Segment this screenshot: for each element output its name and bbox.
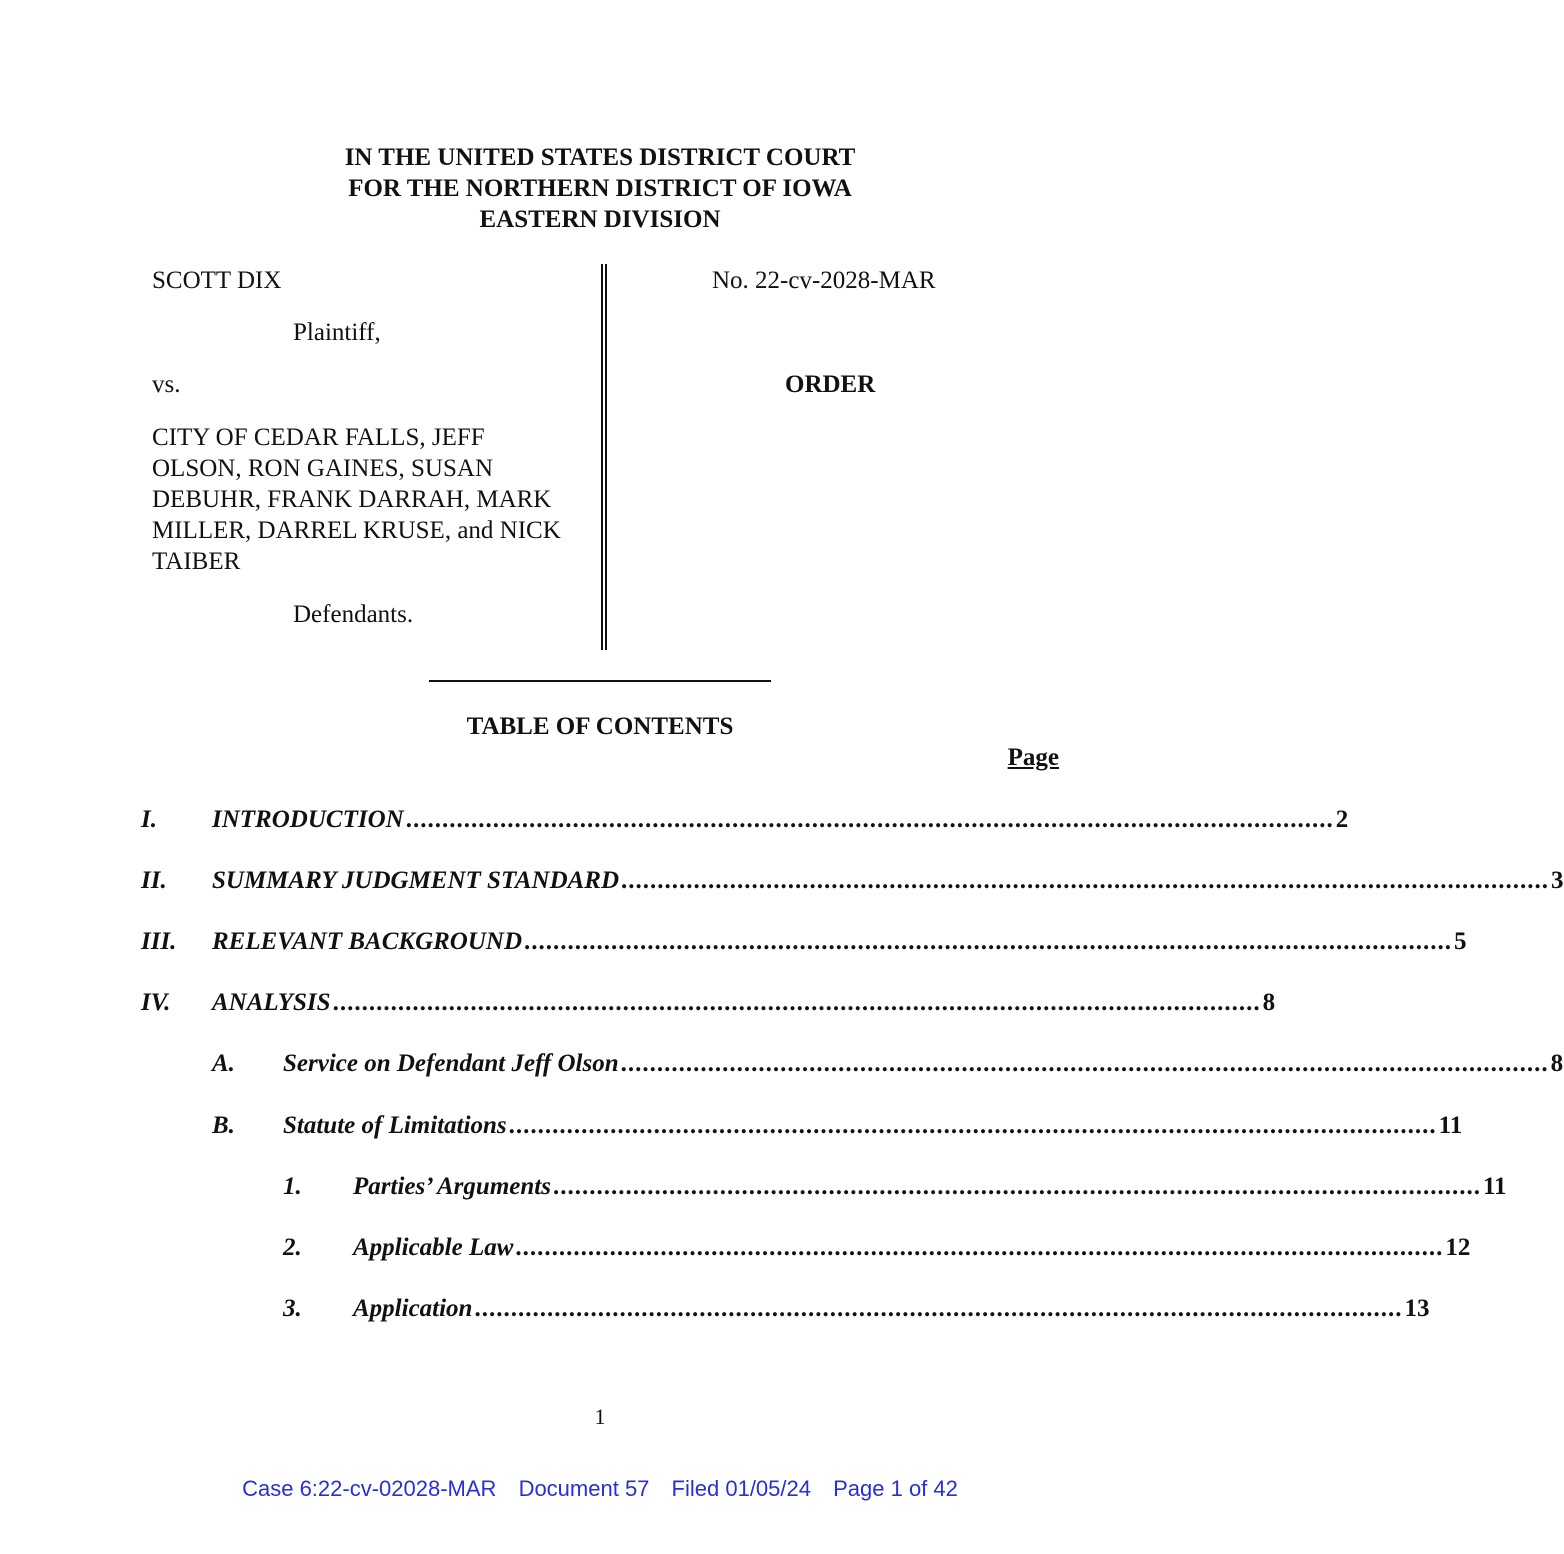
separator-line bbox=[429, 680, 771, 682]
court-line-2: FOR THE NORTHERN DISTRICT OF IOWA bbox=[348, 175, 852, 202]
toc-entry-title: SUMMARY JUDGMENT STANDARD bbox=[212, 867, 620, 894]
plaintiff-name: SCOTT DIX bbox=[152, 267, 282, 294]
toc-entry-title: RELEVANT BACKGROUND bbox=[212, 928, 523, 955]
toc-leader: ................................................................................................................................ bbox=[620, 1050, 1549, 1077]
toc-title: TABLE OF CONTENTS bbox=[466, 713, 734, 740]
toc-entry-line bbox=[283, 1110, 1463, 1141]
toc-entry-page: 11 bbox=[1482, 1173, 1507, 1200]
toc-entry[interactable] bbox=[283, 1232, 1471, 1263]
toc-entry-line bbox=[353, 1232, 1471, 1263]
toc-entry[interactable] bbox=[141, 926, 1467, 957]
toc-entry-number: 1. bbox=[283, 1173, 302, 1200]
toc-entry-title: INTRODUCTION bbox=[212, 806, 404, 833]
toc-entry-number: II. bbox=[141, 867, 167, 894]
toc-entry-number: III. bbox=[141, 928, 177, 955]
toc-entry-page: 13 bbox=[1404, 1295, 1430, 1322]
toc-entry-number: A. bbox=[212, 1050, 235, 1077]
toc-entry[interactable] bbox=[141, 804, 1349, 835]
toc-entry-line bbox=[212, 987, 1276, 1018]
court-heading bbox=[0, 142, 1200, 235]
versus: vs. bbox=[152, 371, 181, 398]
toc-entry-line bbox=[283, 1048, 1564, 1079]
defendants-role: Defendants. bbox=[293, 601, 414, 628]
toc-entry-line bbox=[353, 1293, 1430, 1324]
toc-entry-page: 2 bbox=[1335, 806, 1349, 833]
plaintiff-role: Plaintiff, bbox=[293, 319, 381, 346]
toc-entry-page: 8 bbox=[1550, 1050, 1564, 1077]
caption-divider bbox=[601, 264, 607, 650]
toc-entry-page: 5 bbox=[1454, 928, 1467, 955]
page-number: 1 bbox=[594, 1404, 606, 1429]
footer-filed: Filed 01/05/24 bbox=[671, 1476, 811, 1501]
toc-entry-page: 3 bbox=[1551, 867, 1564, 894]
footer-page: Page 1 of 42 bbox=[833, 1476, 958, 1501]
toc-entry-page: 11 bbox=[1438, 1112, 1463, 1139]
document-type: ORDER bbox=[785, 371, 876, 398]
defendants-line: CITY OF CEDAR FALLS, JEFF bbox=[152, 424, 485, 451]
toc-entry-title: Application bbox=[353, 1295, 473, 1322]
toc-entry[interactable] bbox=[141, 865, 1564, 896]
toc-entry-title: Parties’ Arguments bbox=[353, 1173, 551, 1200]
toc-leader: ................................................................................................................................ bbox=[621, 867, 1550, 894]
defendants-line: OLSON, RON GAINES, SUSAN bbox=[152, 455, 494, 482]
toc-entry-page: 8 bbox=[1262, 989, 1276, 1016]
toc-entry-number: 3. bbox=[283, 1295, 302, 1322]
toc-entry[interactable] bbox=[212, 1048, 1564, 1079]
footer-case: Case 6:22-cv-02028-MAR bbox=[242, 1476, 497, 1501]
toc-entry[interactable] bbox=[283, 1171, 1507, 1202]
court-line-3: EASTERN DIVISION bbox=[479, 206, 721, 233]
toc-entry-line bbox=[353, 1171, 1507, 1202]
toc-leader: ................................................................................................................................ bbox=[405, 806, 1334, 833]
toc-entry[interactable] bbox=[283, 1293, 1430, 1324]
toc-leader: ................................................................................................................................ bbox=[524, 928, 1453, 955]
defendants-line: MILLER, DARREL KRUSE, and NICK bbox=[152, 517, 561, 544]
toc-entry-line bbox=[212, 926, 1467, 957]
toc-leader: ................................................................................................................................ bbox=[474, 1295, 1403, 1322]
toc-entry-title: Service on Defendant Jeff Olson bbox=[283, 1050, 619, 1077]
toc-entry-page: 12 bbox=[1445, 1234, 1471, 1261]
toc-entry-line bbox=[212, 804, 1349, 835]
defendants-line: TAIBER bbox=[152, 548, 241, 575]
toc-entry-number: IV. bbox=[141, 989, 171, 1016]
toc-leader: ................................................................................................................................ bbox=[515, 1234, 1444, 1261]
toc-entry-number: I. bbox=[141, 806, 157, 833]
toc-entry[interactable] bbox=[212, 1110, 1463, 1141]
defendants-line: DEBUHR, FRANK DARRAH, MARK bbox=[152, 486, 552, 513]
toc-entry-title: ANALYSIS bbox=[212, 989, 331, 1016]
toc-entry-number: 2. bbox=[283, 1234, 302, 1261]
toc-entry-title: Applicable Law bbox=[353, 1234, 514, 1261]
defendants-list bbox=[152, 422, 561, 577]
toc-leader: ................................................................................................................................ bbox=[508, 1112, 1437, 1139]
filing-footer bbox=[0, 1476, 1200, 1502]
toc-entry-title: Statute of Limitations bbox=[283, 1112, 507, 1139]
court-line-1: IN THE UNITED STATES DISTRICT COURT bbox=[344, 144, 856, 171]
toc-leader: ................................................................................................................................ bbox=[552, 1173, 1481, 1200]
footer-document: Document 57 bbox=[518, 1476, 650, 1501]
toc-entry-number: B. bbox=[212, 1112, 235, 1139]
case-number: No. 22-cv-2028-MAR bbox=[712, 267, 936, 294]
toc-entry[interactable] bbox=[141, 987, 1276, 1018]
toc-leader: ................................................................................................................................ bbox=[332, 989, 1261, 1016]
toc-page-header: Page bbox=[1007, 744, 1059, 771]
toc-entry-line bbox=[212, 865, 1564, 896]
